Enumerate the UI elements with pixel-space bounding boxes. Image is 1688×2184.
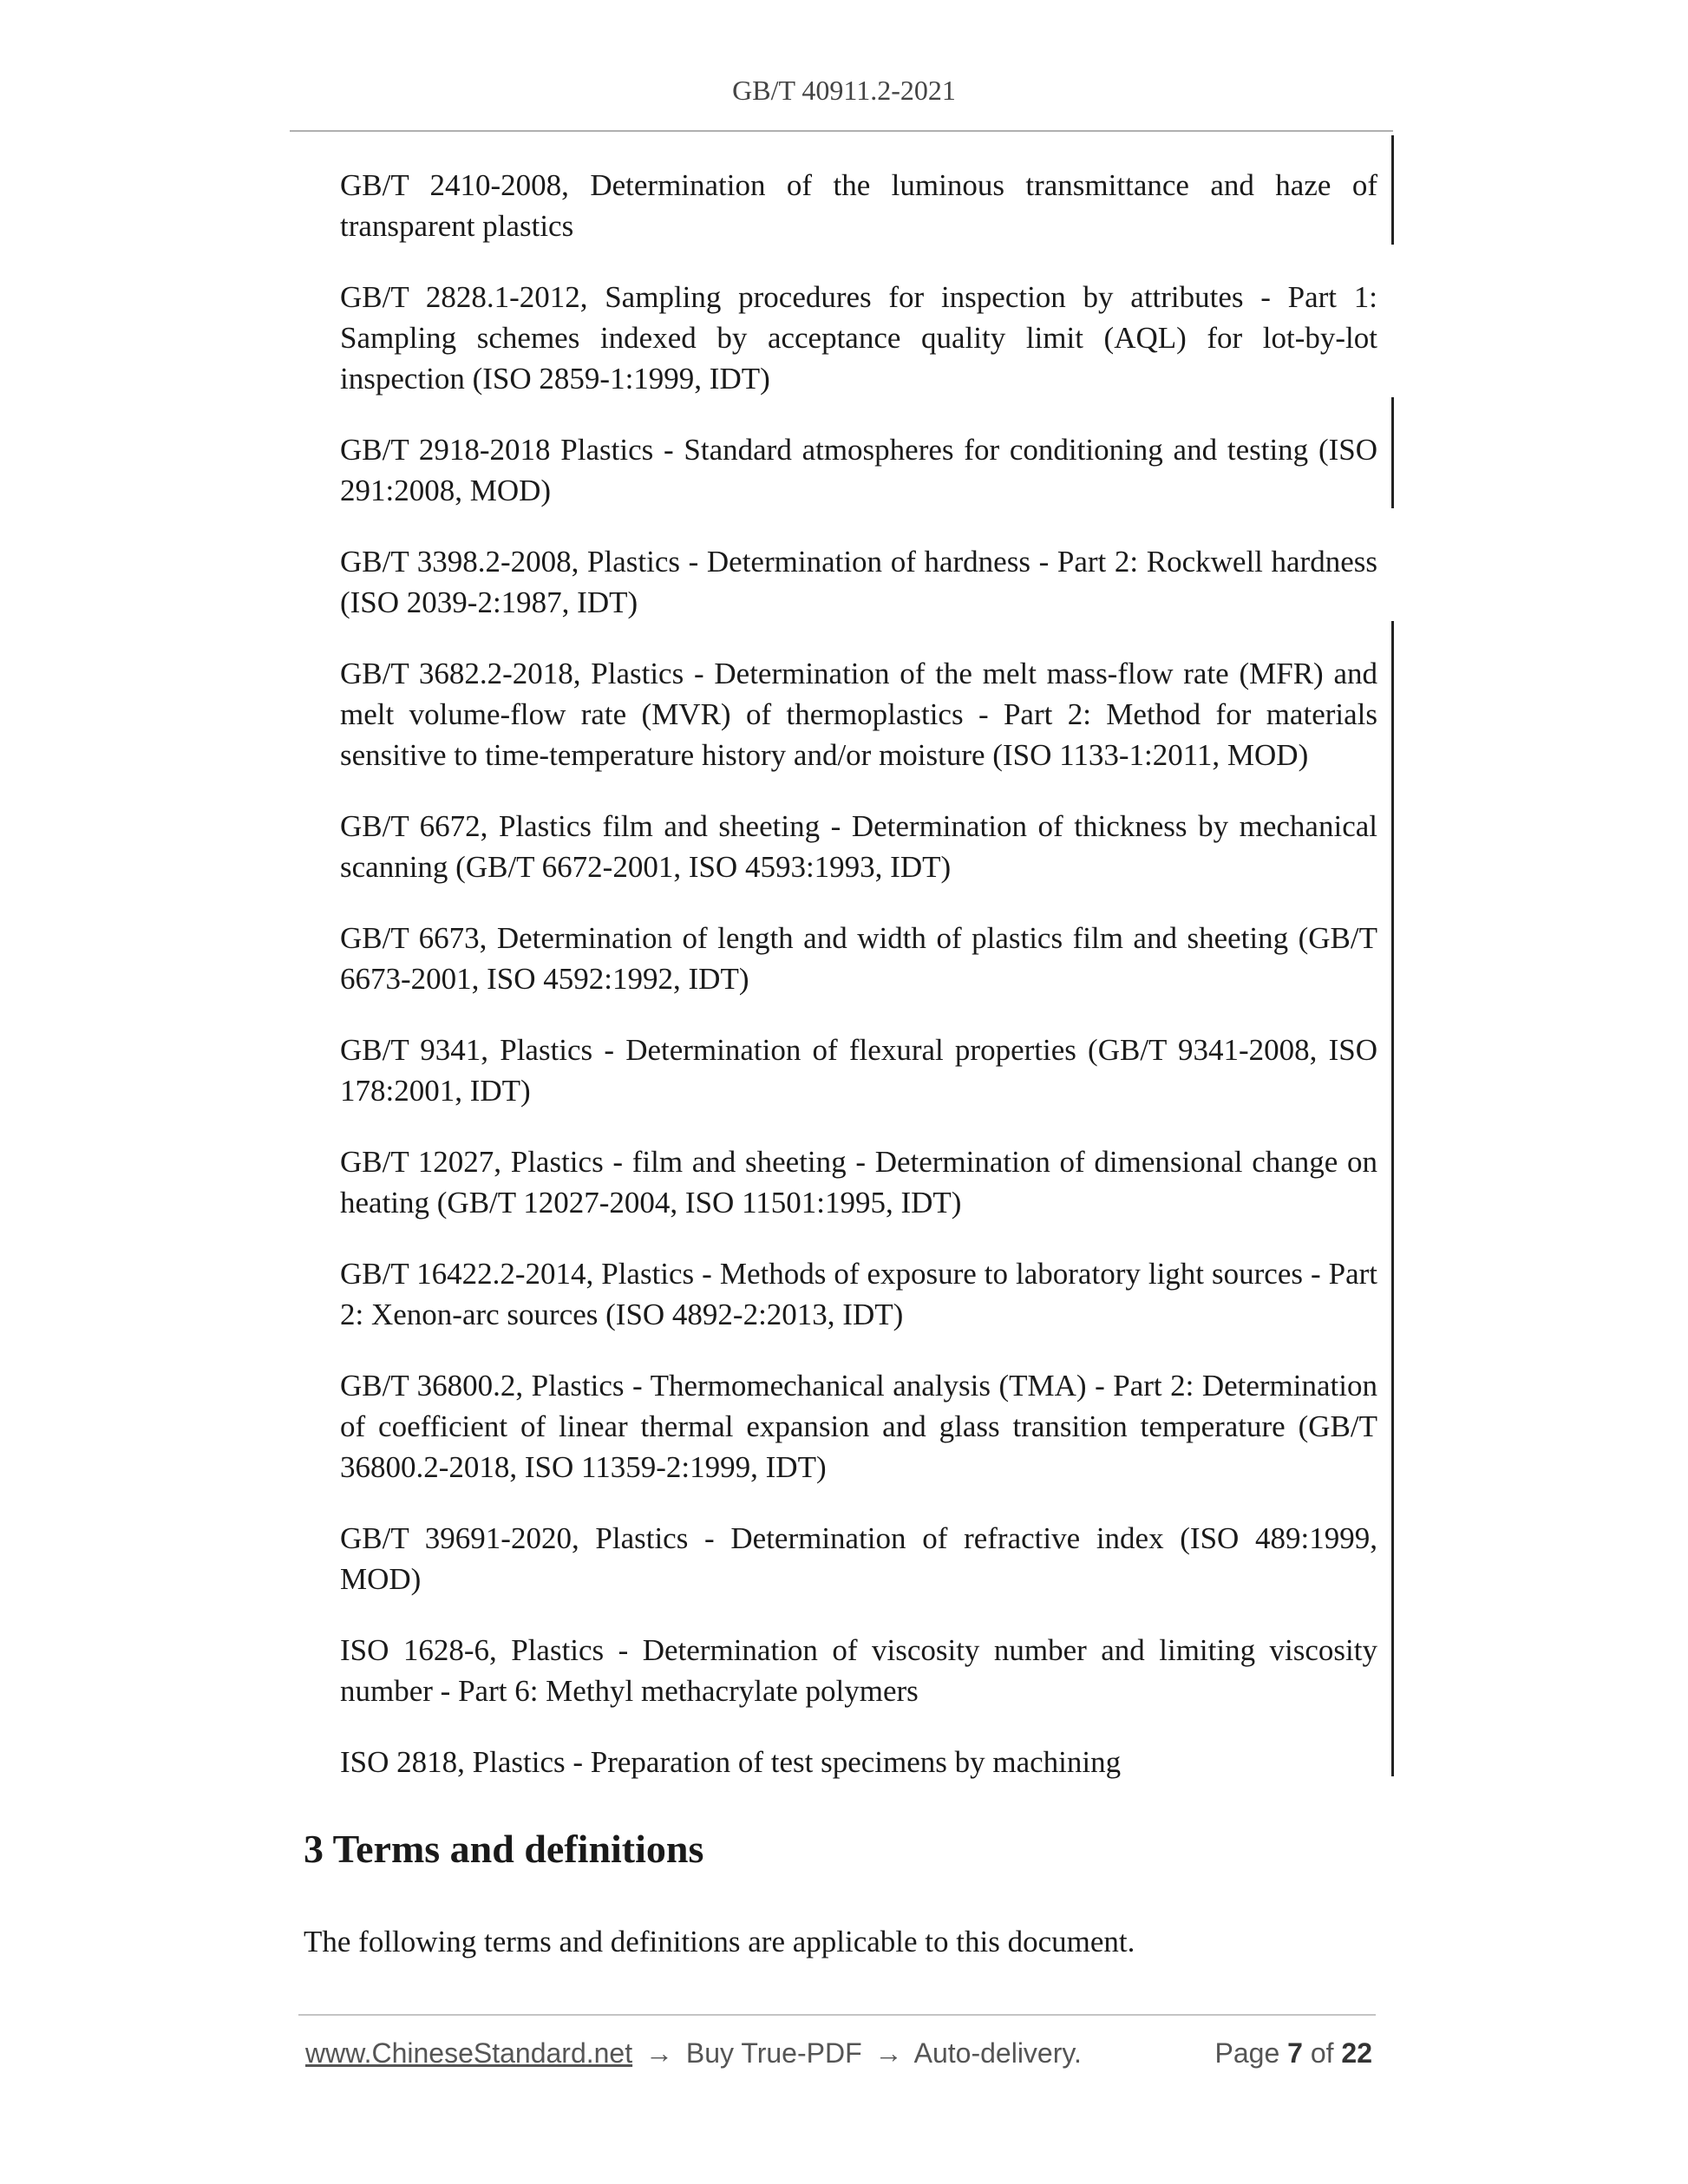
normative-references-list: [340, 165, 1377, 1813]
page-total: 22: [1341, 2037, 1372, 2069]
auto-delivery-text: Auto-delivery.: [913, 2037, 1082, 2069]
page-number: [1215, 2031, 1372, 2075]
reference-item: GB/T 9341, Plastics - Determination of flexural properties (GB/T 9341-2008, ISO 178:2001, IDT): [340, 1033, 1377, 1108]
page-label: Page: [1214, 2037, 1280, 2069]
reference-item: ISO 2818, Plastics - Preparation of test specimens by machining: [340, 1745, 1122, 1779]
arrow-right-icon: →: [645, 2037, 673, 2069]
of-label: of: [1310, 2037, 1334, 2069]
reference-item: GB/T 6672, Plastics film and sheeting - Determination of thickness by mechanical scanning (GB/T 6672-2001, ISO 4593:1993, IDT): [340, 809, 1377, 884]
reference-item: ISO 1628-6, Plastics - Determination of viscosity number and limiting viscosity number - Part 6: Methyl methacrylate polymers: [340, 1633, 1377, 1708]
reference-item: GB/T 6673, Determination of length and width of plastics film and sheeting (GB/T 6673-2001, ISO 4592:1992, IDT): [340, 921, 1377, 996]
page-current: 7: [1287, 2037, 1303, 2069]
section-heading: 3 Terms and definitions: [304, 1827, 704, 1871]
reference-item: GB/T 3682.2-2018, Plastics - Determination of the melt mass-flow rate (MFR) and melt volume-flow rate (MVR) of thermoplastics - Part 2: Method for materials sensitive to time-temperature history and/or moisture (ISO 1133-1:2011, MOD): [340, 657, 1377, 772]
reference-item: GB/T 36800.2, Plastics - Thermomechanical analysis (TMA) - Part 2: Determination of coefficient of linear thermal expansion and glass transition temperature (GB/T 36800.2-2018, ISO 11359-2:1999, IDT): [340, 1369, 1377, 1484]
arrow-right-icon: →: [874, 2037, 903, 2069]
footer-divider: [298, 2014, 1376, 2016]
page-header-title: GB/T 40911.2-2021: [732, 75, 956, 106]
header-divider: [290, 130, 1393, 132]
reference-item: GB/T 3398.2-2008, Plastics - Determination of hardness - Part 2: Rockwell hardness (ISO 2039-2:1987, IDT): [340, 545, 1377, 619]
reference-item: GB/T 12027, Plastics - film and sheeting - Determination of dimensional change on heating (GB/T 12027-2004, ISO 11501:1995, IDT): [340, 1145, 1377, 1220]
section-body-text: The following terms and definitions are applicable to this document.: [304, 1925, 1135, 1958]
reference-item: GB/T 39691-2020, Plastics - Determination of refractive index (ISO 489:1999, MOD): [340, 1521, 1377, 1596]
reference-item: GB/T 2918-2018 Plastics - Standard atmospheres for conditioning and testing (ISO 291:2008, MOD): [340, 433, 1377, 507]
website-link[interactable]: www.ChineseStandard.net: [305, 2037, 633, 2069]
buy-pdf-text: Buy True-PDF: [685, 2037, 862, 2069]
footer-promo: [305, 2031, 1082, 2075]
change-bar: [1391, 397, 1394, 508]
reference-item: GB/T 2828.1-2012, Sampling procedures for inspection by attributes - Part 1: Sampling schemes indexed by acceptance quality limit (AQL) for lot-by-lot inspection (ISO 2859-1:1999, IDT): [340, 280, 1377, 396]
reference-item: GB/T 16422.2-2014, Plastics - Methods of exposure to laboratory light sources - Part 2: Xenon-arc sources (ISO 4892-2:2013, IDT): [340, 1257, 1377, 1331]
reference-item: GB/T 2410-2008, Determination of the luminous transmittance and haze of transparent plastics: [340, 168, 1377, 243]
change-bar: [1391, 135, 1394, 245]
page-footer: [305, 2031, 1372, 2075]
change-bar: [1391, 621, 1394, 1776]
